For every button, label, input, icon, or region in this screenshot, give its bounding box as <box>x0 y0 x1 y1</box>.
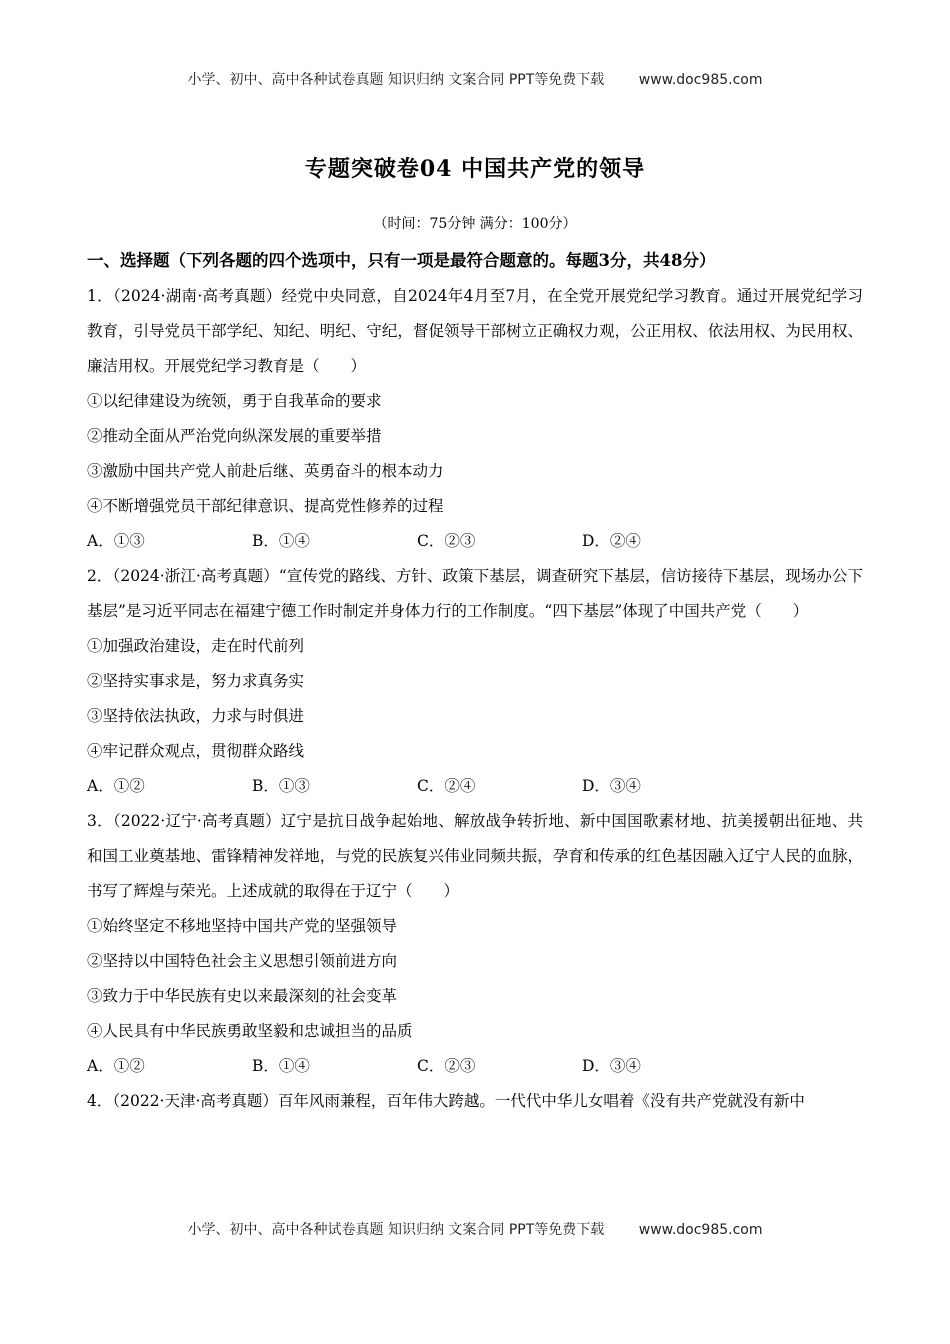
question-3 <box>87 804 863 1084</box>
choice-a: A．①③ <box>87 532 145 550</box>
question-stem: 4．（2022·天津·高考真题）百年风雨兼程，百年伟大跨越。一代代中华儿女唱着《没有共产党就没有新中 <box>87 1092 805 1110</box>
choice-d: D．②④ <box>582 532 641 550</box>
footer-banner-text: 小学、初中、高中各种试卷真题 知识归纳 文案合同 PPT等免费下载 <box>187 1222 605 1238</box>
question-2 <box>87 559 863 804</box>
statement-option: ④牢记群众观点，贯彻群众路线 <box>87 742 305 760</box>
question-stem: 2．（2024·浙江·高考真题）“宣传党的路线、方针、政策下基层，调查研究下基层，信访接待下基层，现场办公下基层”是习近平同志在福建宁德工作时制定并身体力行的工作制度。“四下基层”体现了中国共产党（ ） <box>87 567 863 620</box>
statement-option: ③激励中国共产党人前赴后继、英勇奋斗的根本动力 <box>87 462 444 480</box>
section-heading: 一、选择题（下列各题的四个选项中，只有一项是最符合题意的。每题3分，共48分） <box>87 251 716 270</box>
answer-choices <box>87 1049 863 1084</box>
statement-option: ①以纪律建设为统领，勇于自我革命的要求 <box>87 392 382 410</box>
answer-choices <box>87 769 863 804</box>
question-stem: 3．（2022·辽宁·高考真题）辽宁是抗日战争起始地、解放战争转折地、新中国国歌素材地、抗美援朝出征地、共和国工业奠基地、雷锋精神发祥地，与党的民族复兴伟业同频共振，孕育和传承的红色基因融入辽宁人民的血脉，书写了辉煌与荣光。上述成就的取得在于辽宁（ ） <box>87 812 863 900</box>
header-banner-url[interactable]: www.doc985.com <box>638 72 763 88</box>
statement-option: ③坚持依法执政，力求与时俱进 <box>87 707 305 725</box>
choice-b: B．①④ <box>252 532 310 550</box>
header-banner <box>0 69 950 89</box>
question-1 <box>87 279 863 559</box>
statement-option: ②推动全面从严治党向纵深发展的重要举措 <box>87 427 382 445</box>
question-stem: 1．（2024·湖南·高考真题）经党中央同意，自2024年4月至7月，在全党开展党纪学习教育。通过开展党纪学习教育，引导党员干部学纪、知纪、明纪、守纪，督促领导干部树立正确权力观，公正用权、依法用权、为民用权、廉洁用权。开展党纪学习教育是（ ） <box>87 287 863 375</box>
question-list <box>87 279 863 1119</box>
statement-option: ①始终坚定不移地坚持中国共产党的坚强领导 <box>87 917 398 935</box>
choice-d: D．③④ <box>582 1057 641 1075</box>
choice-a: A．①② <box>87 1057 145 1075</box>
statement-option: ②坚持以中国特色社会主义思想引领前进方向 <box>87 952 398 970</box>
statement-option: ④人民具有中华民族勇敢坚毅和忠诚担当的品质 <box>87 1022 413 1040</box>
header-banner-text: 小学、初中、高中各种试卷真题 知识归纳 文案合同 PPT等免费下载 <box>187 72 605 88</box>
choice-d: D．③④ <box>582 777 641 795</box>
choice-b: B．①③ <box>252 777 310 795</box>
footer-banner-url[interactable]: www.doc985.com <box>638 1222 763 1238</box>
choice-a: A．①② <box>87 777 145 795</box>
document-title: 专题突破卷04 中国共产党的领导 <box>304 156 646 182</box>
choice-b: B．①④ <box>252 1057 310 1075</box>
statement-option: ④不断增强党员干部纪律意识、提高党性修养的过程 <box>87 497 444 515</box>
statement-option: ②坚持实事求是，努力求真务实 <box>87 672 305 690</box>
statement-option: ①加强政治建设，走在时代前列 <box>87 637 305 655</box>
statement-option: ③致力于中华民族有史以来最深刻的社会变革 <box>87 987 398 1005</box>
exam-info: （时间：75分钟 满分：100分） <box>373 216 577 232</box>
choice-c: C．②③ <box>417 532 476 550</box>
footer-banner <box>0 1219 950 1239</box>
choice-c: C．②④ <box>417 777 476 795</box>
answer-choices <box>87 524 863 559</box>
question-4 <box>87 1084 863 1119</box>
choice-c: C．②③ <box>417 1057 476 1075</box>
